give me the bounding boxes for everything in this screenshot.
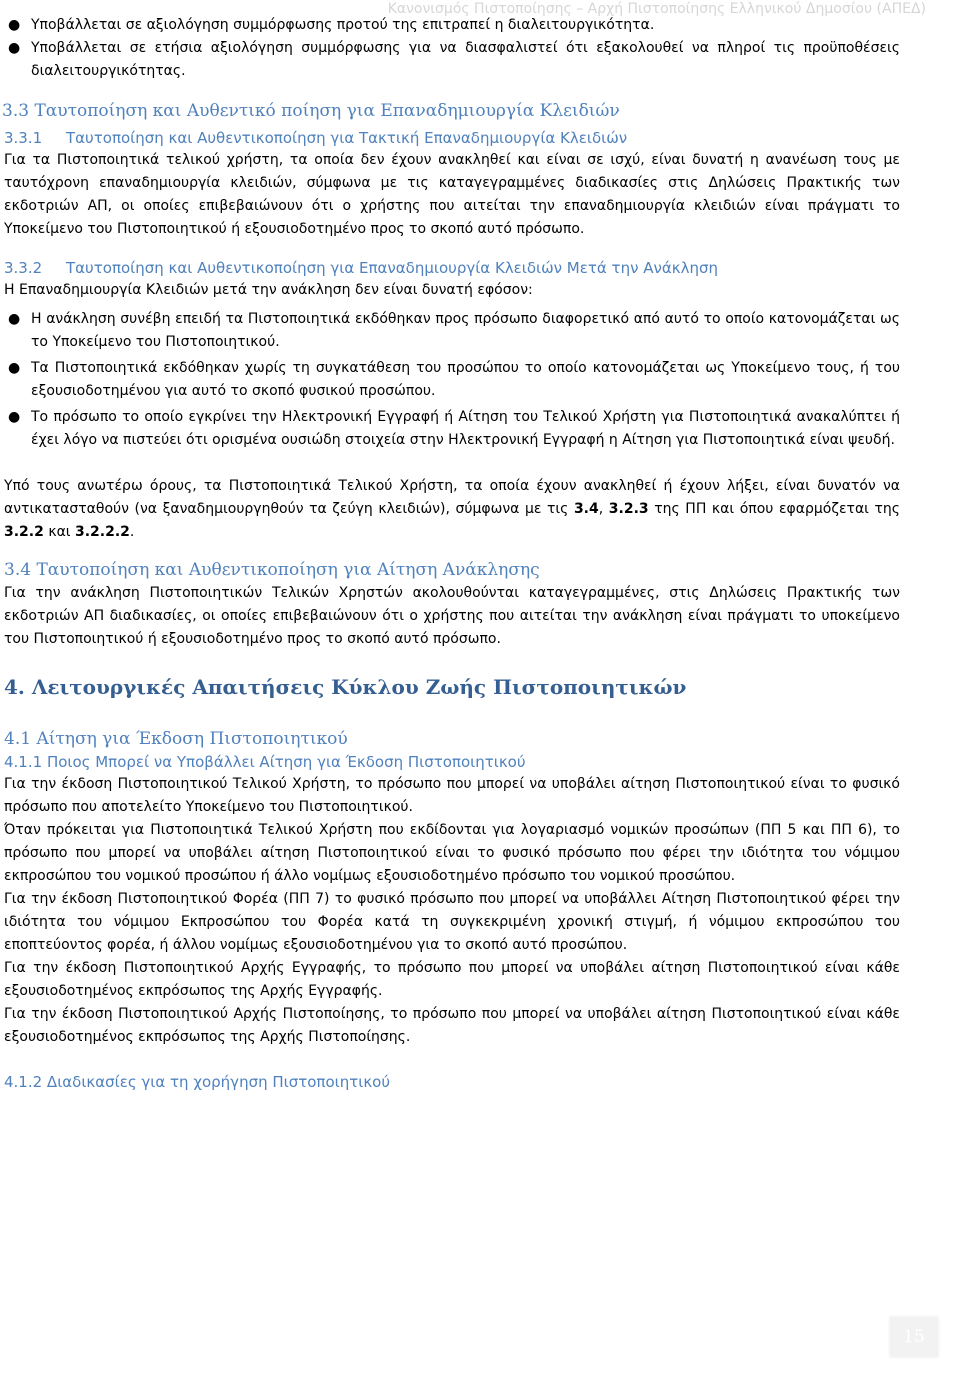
section-reference: 3.4 [573,501,599,517]
heading-3-3: 3.3 Ταυτοποίηση και Αυθεντικό ποίηση για Επαναδημιουργία Κλειδιών [2,101,620,121]
heading-3-3-2: 3.3.2 Ταυτοποίηση και Αυθεντικοποίηση για Επαναδημιουργία Κλειδιών Μετά την Ανάκληση [4,259,718,277]
paragraph-3-3-2-closing: Υπό τους ανωτέρω όρους, τα Πιστοποιητικά Τελικού Χρήστη, τα οποία έχουν ανακληθεί ή έχουν λήξει, είναι δυνατόν να αντικατασταθούν (να ξαναδημιουργηθούν τα ζεύγη κλειδιών), σύμφωνα με τις 3.4, 3.2.3 της ΠΠ και όπου εφαρμόζεται της 3.2.2 και 3.2.2.2. [4,478,901,540]
list-item: ● Υποβάλλεται σε ετήσια αξιολόγηση συμμόρφωσης για να διασφαλιστεί ότι εξακολουθεί να πληροί τις προϋποθέσεις διαλειτουργικότητας. [4,37,900,83]
paragraph-4-1-1: Για την έκδοση Πιστοποιητικού Φορέα (ΠΠ 7) το φυσικό πρόσωπο που μπορεί να υποβάλλει Αίτηση Πιστοποιητικού φέρει την ιδιότητα του νόμιμου Εκπροσώπου του Φορέα κατά τη συγκεκριμένη χρονική στιγμή, ή νόμιμου εκπροσώπου του εποπτεύοντος φορέα, ή άλλου νομίμως εξουσιοδοτημένου για το σκοπό αυτό προσώπου. [4,891,900,953]
bullet-icon: ● [8,360,21,376]
paragraph-4-1-1: Για την έκδοση Πιστοποιητικού Αρχής Πιστοποίησης, το πρόσωπο που μπορεί να υποβάλει αίτηση Πιστοποιητικού είναι κάθε εξουσιοδοτημένος εκπρόσωπος της Αρχής Πιστοποίησης. [4,1006,900,1045]
running-header: Κανονισμός Πιστοποίησης – Αρχή Πιστοποίησης Ελληνικού Δημοσίου (ΑΠΕΔ) [387,1,926,17]
section-reference: 3.2.2 [4,524,44,540]
heading-4: 4. Λειτουργικές Απαιτήσεις Κύκλου Ζωής Πιστοποιητικών [4,675,687,699]
section-reference: 3.2.2.2 [75,524,130,540]
heading-3-3-1: 3.3.1 Ταυτοποίηση και Αυθεντικοποίηση για Τακτική Επαναδημιουργία Κλειδιών [4,129,628,147]
top-bullet-list [4,14,900,83]
list-item: ● Το πρόσωπο το οποίο εγκρίνει την Ηλεκτρονική Εγγραφή ή Αίτηση του Τελικού Χρήστη για Πιστοποιητικά ανακαλύπτει ή έχει λόγο να πιστεύει ότι ορισμένα ουσιώδη στοιχεία στην Ηλεκτρονική Εγγραφή η Αίτηση για Πιστοποιητικά είναι ψευδή. [4,406,900,452]
heading-4-1-1: 4.1.1 Ποιος Μπορεί να Υποβάλλει Αίτηση για Έκδοση Πιστοποιητικού [4,753,526,771]
list-item: ● Η ανάκληση συνέβη επειδή τα Πιστοποιητικά εκδόθηκαν προς πρόσωπο διαφορετικό από αυτό το οποίο κατονομάζεται ως το Υποκείμενο του Πιστοποιητικού. [4,308,900,354]
paragraph-4-1-1: Για την έκδοση Πιστοποιητικού Τελικού Χρήστη, το πρόσωπο που μπορεί να υποβάλει αίτηση Πιστοποιητικού είναι το φυσικό πρόσωπο που αποτελείτο Υποκείμενο του Πιστοποιητικού. [4,776,900,815]
section-reference: 3.2.3 [608,501,649,517]
paragraph-4-1-1: Για την έκδοση Πιστοποιητικού Αρχής Εγγραφής, το πρόσωπο που μπορεί να υποβάλει αίτηση Πιστοποιητικού είναι κάθε εξουσιοδοτημένος εκπρόσωπος της Αρχής Εγγραφής. [4,960,900,999]
document-page [4,14,900,1093]
bullet-icon: ● [8,311,21,327]
bullet-icon: ● [8,40,21,56]
heading-4-1-2: 4.1.2 Διαδικασίες για τη χορήγηση Πιστοποιητικού [4,1073,391,1091]
paragraph-3-3-2-intro: Η Επαναδημιουργία Κλειδιών μετά την ανάκληση δεν είναι δυνατή εφόσον: [4,282,533,298]
revocation-bullet-list [4,308,900,452]
bullet-icon: ● [8,17,21,33]
list-item: ● Υποβάλλεται σε αξιολόγηση συμμόρφωσης προτού της επιτραπεί η διαλειτουργικότητα. [4,14,900,37]
page-number: 15 [890,1317,938,1357]
heading-4-1: 4.1 Αίτηση για Έκδοση Πιστοποιητικού [4,729,348,749]
paragraph-3-3-1: Για τα Πιστοποιητικά τελικού χρήστη, τα οποία δεν έχουν ανακληθεί και είναι σε ισχύ, είναι δυνατή η ανανέωση τους με ταυτόχρονη επαναδημιουργία κλειδιών, σύμφωνα με τις καταγεγραμμένες διαδικασίες στις Δηλώσεις Πρακτικής των εκδοτριών ΑΠ, οι οποίες επιβεβαιώνουν ότι ο χρήστης που αιτείται την επαναδημιουργία κλειδιών είναι πράγματι το Υποκείμενο του Πιστοποιητικού ή εξουσιοδοτημένο προς το σκοπό αυτό πρόσωπο. [4,152,900,237]
paragraph-4-1-1: Όταν πρόκειται για Πιστοποιητικά Τελικού Χρήστη που εκδίδονται για λογαριασμό νομικών προσώπων (ΠΠ 5 και ΠΠ 6), το πρόσωπο που μπορεί να υποβάλει αίτηση Πιστοποιητικού είναι το φυσικό πρόσωπο που φέρει την ιδιότητα του νόμιμου εκπροσώπου του νομικού προσώπου ή άλλο νομίμως εξουσιοδοτημένο πρόσωπο του νομικού προσώπου. [4,822,900,884]
heading-3-4: 3.4 Ταυτοποίηση και Αυθεντικοποίηση για Αίτηση Ανάκλησης [4,560,540,580]
paragraph-3-4: Για την ανάκληση Πιστοποιητικών Τελικών Χρηστών ακολουθούνται καταγεγραμμένες, στις Δηλώσεις Πρακτικής των εκδοτριών ΑΠ διαδικασίες, οι οποίες επιβεβαιώνουν ότι ο χρήστης που αιτείται την ανάκληση είναι πράγματι το υποκείμενο του Πιστοποιητικού ή εξουσιοδοτημένο προς το σκοπό αυτό πρόσωπο. [4,585,900,647]
list-item: ● Τα Πιστοποιητικά εκδόθηκαν χωρίς τη συγκατάθεση του προσώπου το οποίο κατονομάζεται ως Υποκείμενο τους, ή του εξουσιοδοτημένου για αυτό το σκοπό φυσικού προσώπου. [4,357,900,403]
bullet-icon: ● [8,409,21,425]
